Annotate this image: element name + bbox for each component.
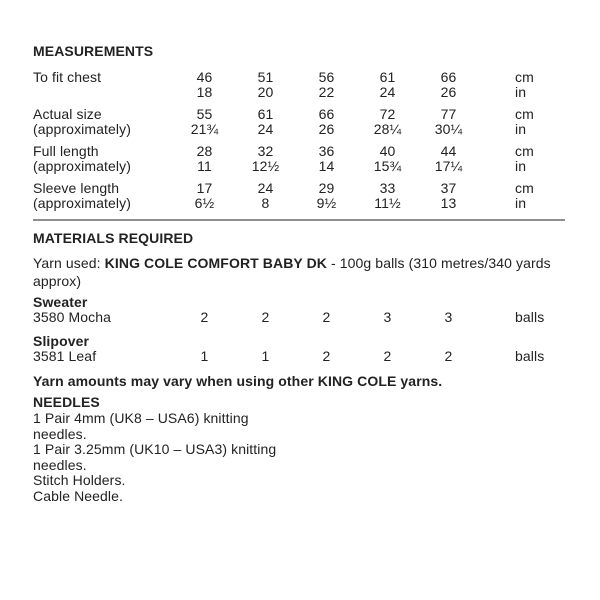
size-column bbox=[296, 70, 357, 100]
size-value-in: 30¼ bbox=[434, 121, 463, 137]
ball-quantity: 2 bbox=[383, 348, 392, 364]
size-column bbox=[357, 70, 418, 100]
yarn-used-prefix: Yarn used: bbox=[33, 255, 105, 271]
page-content bbox=[33, 44, 585, 504]
size-value-in: 24 bbox=[379, 84, 396, 100]
yarn-used-continuation: approx) bbox=[33, 273, 82, 289]
unit-cm-label: cm bbox=[515, 143, 534, 159]
garment-name: Sweater bbox=[33, 294, 88, 310]
size-value-cm: 77 bbox=[440, 106, 457, 122]
unit-in-label: in bbox=[515, 84, 527, 100]
size-column bbox=[296, 107, 357, 137]
yarn-quantity-block bbox=[33, 334, 585, 364]
unit-cm-label: cm bbox=[515, 69, 534, 85]
size-column bbox=[296, 181, 357, 211]
ball-quantity: 2 bbox=[444, 348, 453, 364]
unit-cm-label: cm bbox=[515, 180, 534, 196]
unit-column bbox=[479, 181, 585, 211]
size-value-cm: 46 bbox=[196, 69, 213, 85]
size-value-in: 12½ bbox=[251, 158, 280, 174]
size-value-cm: 56 bbox=[318, 69, 335, 85]
size-column bbox=[174, 70, 235, 100]
size-value-cm: 29 bbox=[318, 180, 335, 196]
size-value-cm: 32 bbox=[257, 143, 274, 159]
yarn-used-line bbox=[33, 254, 585, 290]
size-column bbox=[174, 107, 235, 137]
size-value-in: 24 bbox=[257, 121, 274, 137]
ball-quantity: 1 bbox=[261, 348, 270, 364]
unit-in-label: in bbox=[515, 121, 527, 137]
needle-line: 1 Pair 3.25mm (UK10 – USA3) knitting bbox=[33, 441, 277, 457]
table-row bbox=[33, 349, 585, 364]
size-value-in: 22 bbox=[318, 84, 335, 100]
size-value-cm: 44 bbox=[440, 143, 457, 159]
size-value-cm: 36 bbox=[318, 143, 335, 159]
table-row bbox=[33, 107, 585, 137]
needle-line: 1 Pair 4mm (UK8 – USA6) knitting bbox=[33, 410, 249, 426]
measurements-heading: MEASUREMENTS bbox=[33, 43, 154, 59]
size-value-cm: 66 bbox=[440, 69, 457, 85]
ball-quantity: 3 bbox=[444, 309, 453, 325]
ball-quantity: 2 bbox=[261, 309, 270, 325]
size-column bbox=[174, 144, 235, 174]
size-value-in: 9½ bbox=[316, 195, 337, 211]
balls-unit-label: balls bbox=[515, 309, 545, 325]
measurement-label-line2: (approximately) bbox=[33, 195, 131, 211]
ball-quantity: 2 bbox=[322, 309, 331, 325]
ball-quantity: 2 bbox=[322, 348, 331, 364]
measurement-label bbox=[33, 144, 174, 174]
size-column bbox=[174, 181, 235, 211]
size-value-cm: 51 bbox=[257, 69, 274, 85]
measurement-label-line2: (approximately) bbox=[33, 158, 131, 174]
size-column bbox=[357, 107, 418, 137]
size-column bbox=[296, 144, 357, 174]
needle-line: Cable Needle. bbox=[33, 487, 124, 504]
size-value-cm: 17 bbox=[196, 180, 213, 196]
unit-column bbox=[479, 70, 585, 100]
size-value-in: 20 bbox=[257, 84, 274, 100]
size-value-cm: 55 bbox=[196, 106, 213, 122]
size-value-cm: 40 bbox=[379, 143, 396, 159]
size-value-in: 28¼ bbox=[373, 121, 402, 137]
needles-heading: NEEDLES bbox=[33, 394, 100, 410]
size-column bbox=[418, 70, 479, 100]
unit-column bbox=[479, 107, 585, 137]
size-column bbox=[235, 181, 296, 211]
yarn-name: KING COLE COMFORT BABY DK bbox=[104, 255, 328, 271]
section-divider bbox=[33, 219, 565, 221]
size-value-in: 11½ bbox=[374, 195, 401, 211]
table-row bbox=[33, 310, 585, 325]
unit-cm-label: cm bbox=[515, 106, 534, 122]
size-column bbox=[357, 144, 418, 174]
measurement-label-line2: (approximately) bbox=[33, 121, 131, 137]
size-column bbox=[418, 107, 479, 137]
needles-list bbox=[33, 411, 585, 504]
size-value-in: 14 bbox=[318, 158, 335, 174]
measurement-label-line1: Actual size bbox=[33, 106, 102, 122]
ball-quantity: 2 bbox=[200, 309, 209, 325]
size-value-cm: 33 bbox=[379, 180, 396, 196]
needle-line: needles. bbox=[33, 425, 87, 442]
size-value-in: 21¾ bbox=[190, 121, 219, 137]
table-row bbox=[33, 144, 585, 174]
size-value-in: 11 bbox=[197, 158, 212, 174]
measurement-label bbox=[33, 70, 174, 100]
measurement-label bbox=[33, 181, 174, 211]
size-value-cm: 61 bbox=[257, 106, 274, 122]
unit-in-label: in bbox=[515, 158, 527, 174]
size-value-cm: 28 bbox=[196, 143, 213, 159]
ball-quantity: 1 bbox=[200, 348, 209, 364]
size-value-cm: 66 bbox=[318, 106, 335, 122]
measurement-label-line1: To fit chest bbox=[33, 69, 102, 85]
needle-line: Stitch Holders. bbox=[33, 472, 126, 488]
measurements-table bbox=[33, 70, 585, 211]
yarn-variation-note: Yarn amounts may vary when using other KING COLE yarns. bbox=[33, 373, 443, 389]
size-value-in: 26 bbox=[440, 84, 457, 100]
size-column bbox=[235, 70, 296, 100]
yarn-shade: 3580 Mocha bbox=[33, 309, 112, 325]
size-value-in: 8 bbox=[261, 195, 270, 211]
size-column bbox=[235, 144, 296, 174]
unit-in-label: in bbox=[515, 195, 527, 211]
size-value-cm: 72 bbox=[379, 106, 396, 122]
size-column bbox=[235, 107, 296, 137]
materials-heading: MATERIALS REQUIRED bbox=[33, 230, 194, 246]
unit-column bbox=[479, 144, 585, 174]
garment-name: Slipover bbox=[33, 333, 90, 349]
size-value-in: 26 bbox=[318, 121, 335, 137]
size-value-cm: 37 bbox=[440, 180, 457, 196]
size-value-cm: 61 bbox=[379, 69, 396, 85]
size-column bbox=[418, 144, 479, 174]
size-value-in: 15¾ bbox=[373, 158, 402, 174]
table-row bbox=[33, 181, 585, 211]
measurement-label bbox=[33, 107, 174, 137]
measurement-label-line1: Full length bbox=[33, 143, 99, 159]
yarn-quantity-block bbox=[33, 295, 585, 325]
yarn-used-detail: - 100g balls (310 metres/340 yards bbox=[327, 255, 551, 271]
table-row bbox=[33, 70, 585, 100]
size-value-cm: 24 bbox=[257, 180, 274, 196]
size-value-in: 17¼ bbox=[434, 158, 463, 174]
yarn-shade: 3581 Leaf bbox=[33, 348, 97, 364]
ball-quantity: 3 bbox=[383, 309, 392, 325]
size-value-in: 18 bbox=[196, 84, 213, 100]
size-value-in: 13 bbox=[440, 195, 457, 211]
balls-unit-label: balls bbox=[515, 348, 545, 364]
size-column bbox=[357, 181, 418, 211]
size-value-in: 6½ bbox=[194, 195, 215, 211]
needle-line: needles. bbox=[33, 456, 87, 473]
size-column bbox=[418, 181, 479, 211]
measurement-label-line1: Sleeve length bbox=[33, 180, 120, 196]
